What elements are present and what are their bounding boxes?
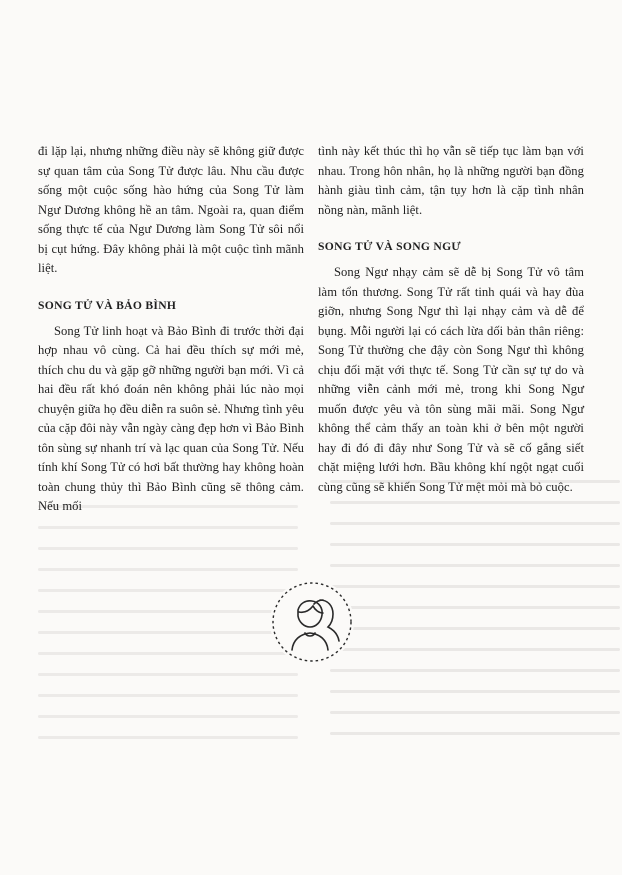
- section-heading-gemini-aquarius: SONG TỬ VÀ BẢO BÌNH: [38, 298, 177, 312]
- bleed-through-left: [38, 505, 298, 785]
- couple-avatar-icon: [270, 580, 354, 664]
- left-paragraph-1: đi lặp lại, nhưng những điều này sẽ không giữ được sự quan tâm của Song Tử được lâu. Nhu cầu được sống một cuộc sống hào hứng của Song Tử làm Ngư Dương không hề an tâm. Ngoài ra, quan điểm sống thực tế của Ngư Dương làm Song Tử sôi nổi bị cụt hứng. Đây không phải là một cuộc tình mãnh liệt.: [38, 144, 304, 275]
- bleed-through-right: [330, 480, 620, 780]
- couple-avatar-svg: [270, 580, 354, 664]
- left-paragraph-2: Song Tử linh hoạt và Bảo Bình đi trước thời đại hợp nhau vô cùng. Cả hai đều thích sự mới mẻ, thích chu du và gặp gỡ những người bạn mới. Vì cả hai đều rất khó đoán nên không phải lúc nào mọi chuyện giữa họ đều diễn ra suôn sẻ. Nhưng tình yêu của cặp đôi này vẫn ngày càng đẹp hơn vì Bảo Bình tôn sùng sự nhanh trí và lạc quan của Song Tử. Nếu tính khí Song Tử có hơi bất thường hay không hoàn toàn chung thủy thì Bảo Bình cũng sẽ thông cảm. Nếu mối: [38, 323, 304, 513]
- right-paragraph-1: tình này kết thúc thì họ vẫn sẽ tiếp tục làm bạn với nhau. Trong hôn nhân, họ là những người bạn đồng hành giàu tình cảm, tận tụy hơn là cặp tình nhân nồng nàn, mãnh liệt.: [318, 144, 584, 217]
- right-paragraph-2: Song Ngư nhạy cảm sẽ dễ bị Song Tử vô tâm làm tổn thương. Song Tử rất tinh quái và hay đùa giỡn, nhưng Song Ngư thì lại nhạy cảm và dễ để bụng. Mỗi người lại có cách lừa dối bản thân riêng: Song Tử thường che đậy còn Song Ngư thì không chịu đối mặt với thực tế. Song Tử cần sự tự do và những viễn cảnh mới mẻ, trong khi Song Ngư muốn được yêu và tôn sùng mãi mãi. Song Ngư không thể cảm thấy an toàn khi ở bên một người hay đi đó đi đây như Song Tử và sẽ cố gắng siết chặt miệng lưới hơn. Bầu không khí ngột ngạt cuối cùng cũng sẽ khiến Song Tử mệt mỏi mà bỏ cuộc.: [318, 265, 584, 494]
- section-heading-gemini-pisces: SONG TỬ VÀ SONG NGƯ: [318, 240, 461, 253]
- right-column: [318, 142, 584, 497]
- left-column: [38, 142, 304, 517]
